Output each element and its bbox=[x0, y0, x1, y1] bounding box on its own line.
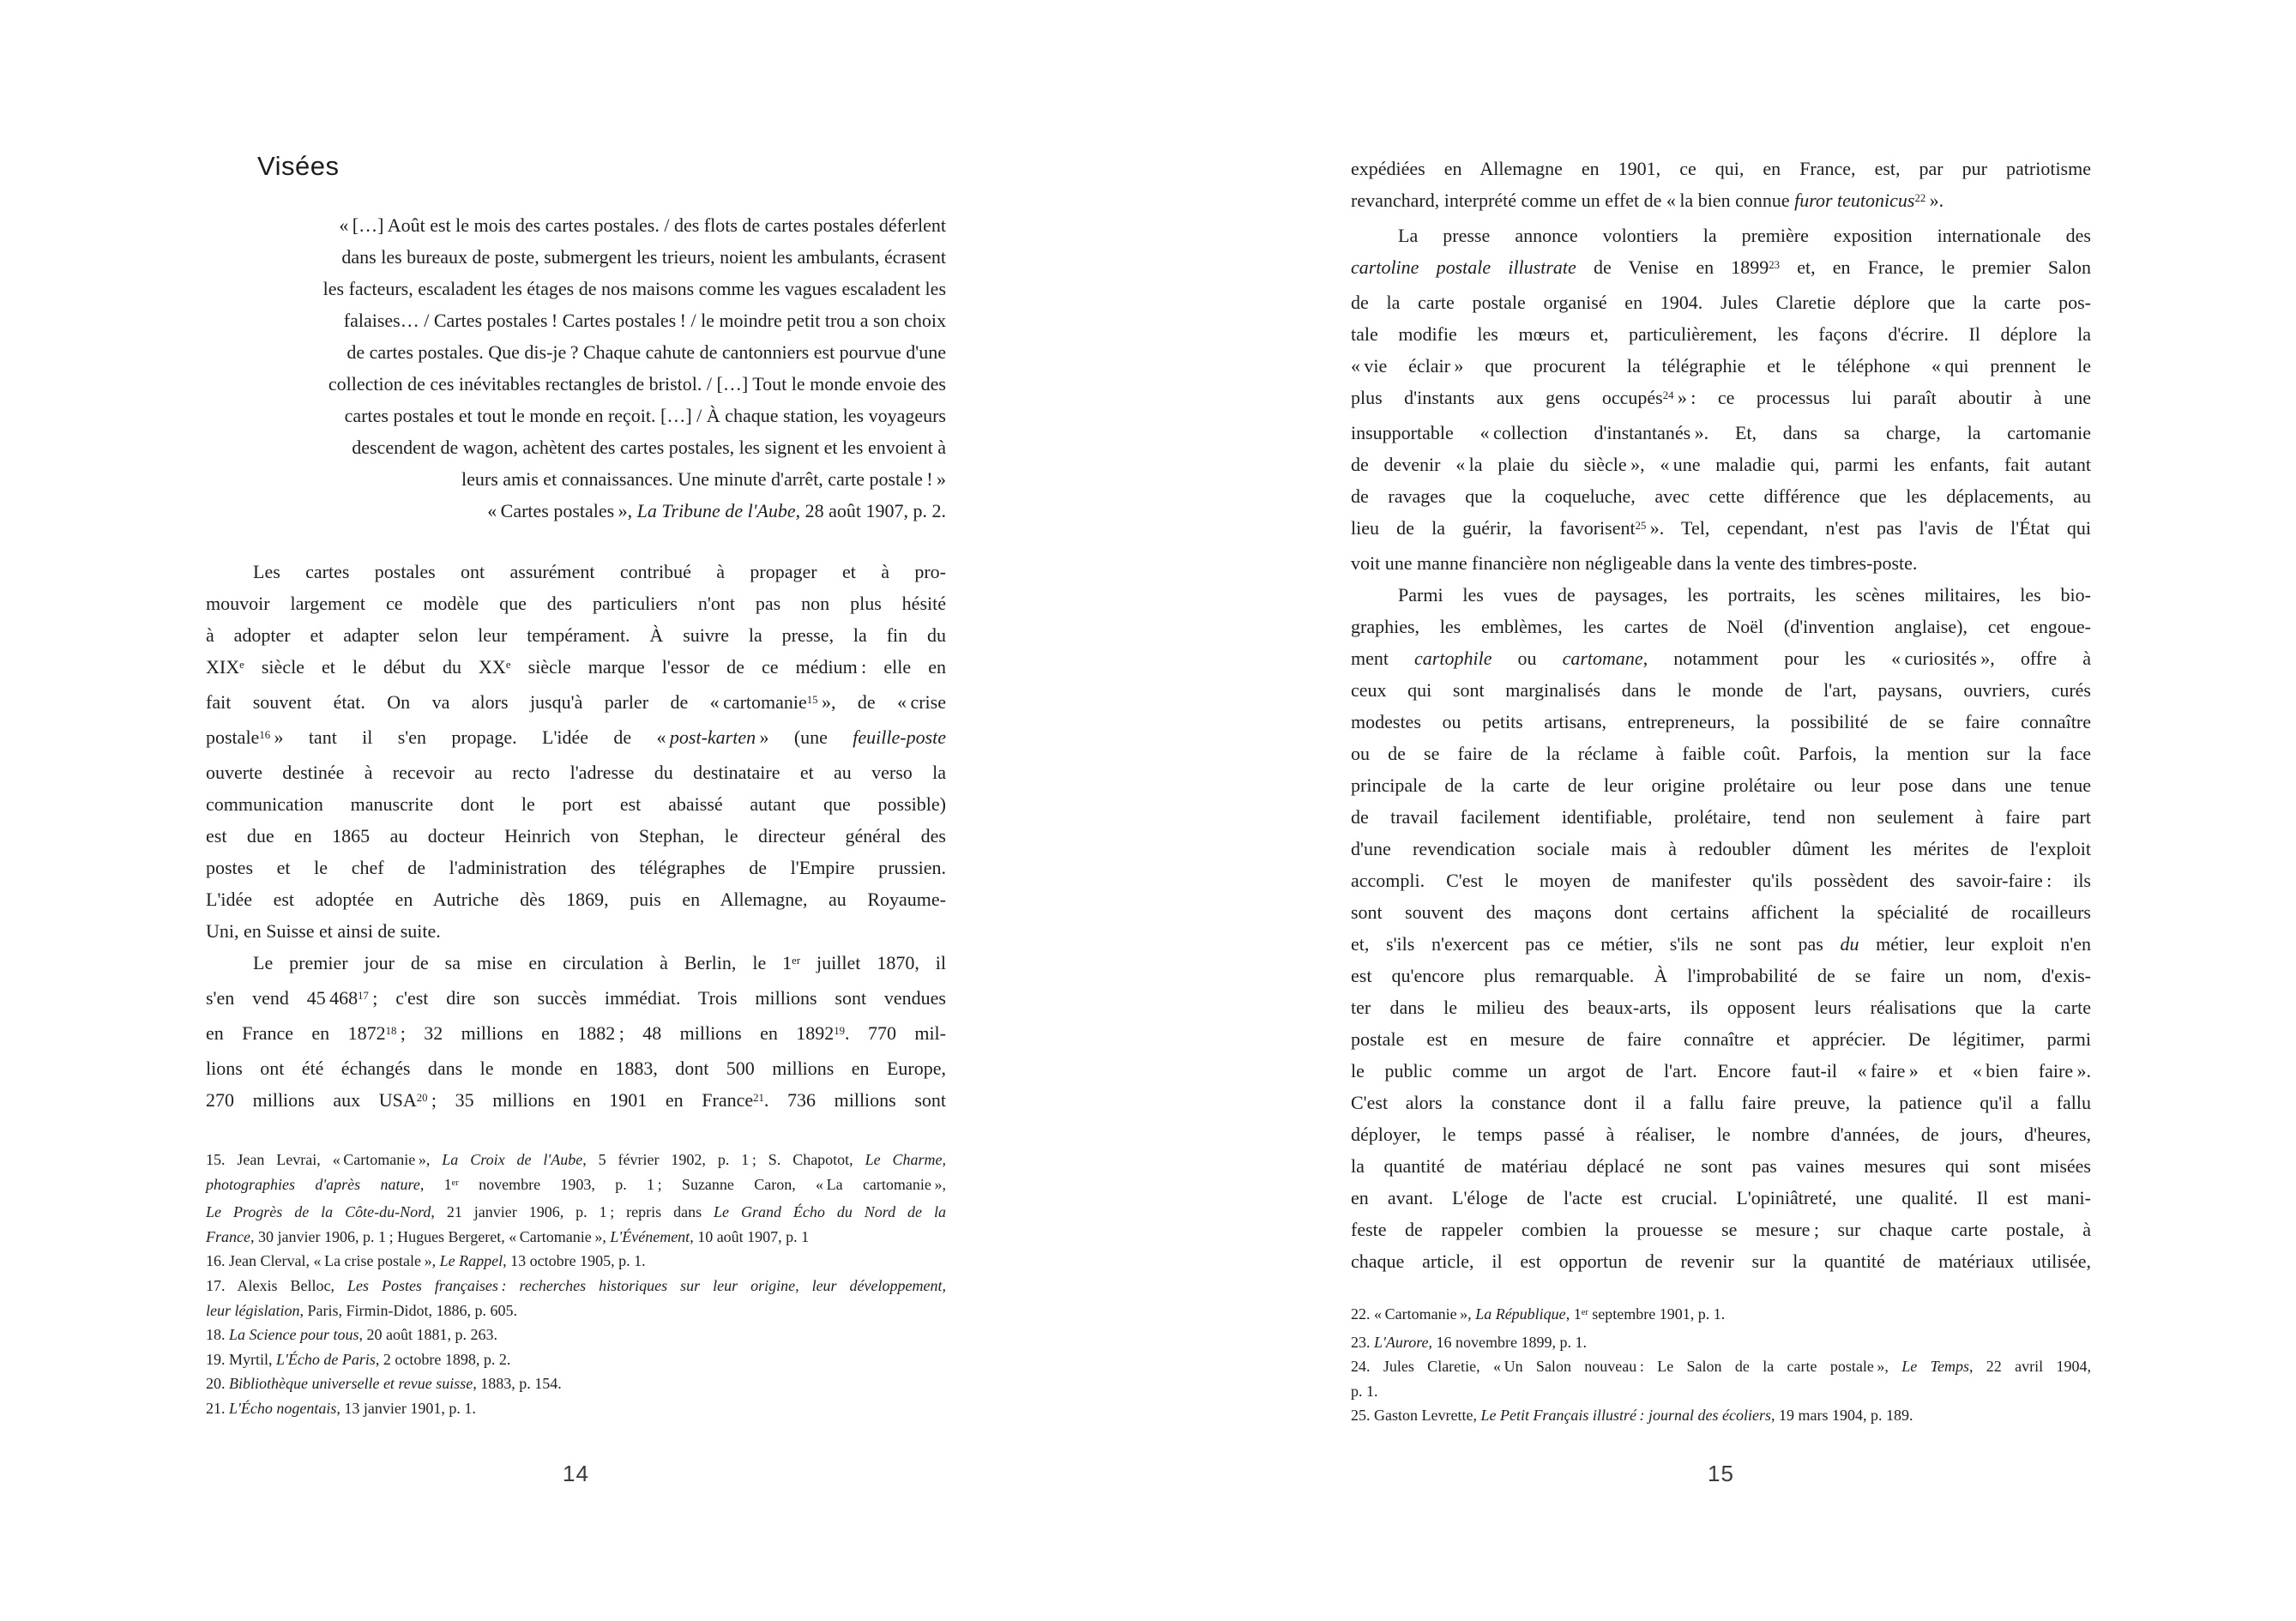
text-line: d'une revendication sociale mais à redoubler dûment les mérites de l'exploit bbox=[1351, 838, 2091, 859]
text-line: à adopter et adapter selon leur tempérament. À suivre la presse, la fin du bbox=[206, 624, 946, 646]
page-number-left: 14 bbox=[563, 1461, 589, 1486]
text-line: tale modifie les mœurs et, particulièrement, les façons d'écrire. Il déplore la bbox=[1351, 323, 2091, 345]
text-line: leur législation, Paris, Firmin-Didot, 1886, p. 605. bbox=[206, 1301, 518, 1319]
text-line: lions ont été échangés dans le monde en 1883, dont 500 millions en Europe, bbox=[206, 1058, 946, 1079]
text-line: en France en 1872$^{18}$ ; 32 millions en 1882 ; 48 millions en 1892$^{19}$. 770 mil- bbox=[206, 1022, 946, 1044]
text-line: 20. Bibliothèque universelle et revue suisse, 1883, p. 154. bbox=[206, 1375, 562, 1393]
text-line: 23. L'Aurore, 16 novembre 1899, p. 1. bbox=[1351, 1333, 1588, 1351]
text-line: et, s'ils n'exercent pas ce métier, s'ils ne sont pas du métier, leur exploit n'en bbox=[1351, 933, 2091, 955]
text-line: mouvoir largement ce modèle que des particuliers n'ont pas non plus hésité bbox=[206, 593, 946, 614]
text-line: principale de la carte de leur origine prolétaire ou leur pose dans une tenue bbox=[1351, 774, 2091, 796]
text-line: falaises… / Cartes postales ! Cartes postales ! / le moindre petit trou a son choix bbox=[343, 310, 946, 331]
text-line: C'est alors la constance dont il a fallu faire preuve, la patience qu'il a fallu bbox=[1351, 1092, 2091, 1113]
text-line: de ravages que la coqueluche, avec cette différence que les déplacements, au bbox=[1351, 485, 2091, 507]
text-line: 24. Jules Claretie, « Un Salon nouveau : Le Salon de la carte postale », Le Temps, 22 avril 1904, bbox=[1351, 1358, 2091, 1376]
text-line: 270 millions aux USA$^{20}$ ; 35 millions en 1901 en France$^{21}$. 736 millions sont bbox=[206, 1089, 947, 1111]
text-line: Parmi les vues de paysages, les portraits, les scènes militaires, les bio- bbox=[1398, 584, 2091, 606]
body-text-left bbox=[206, 556, 946, 1119]
text-line: chaque article, il est opportun de revenir sur la quantité de matériaux utilisée, bbox=[1351, 1250, 2091, 1272]
chapter-title: Visées bbox=[257, 151, 340, 181]
text-line: graphies, les emblèmes, les cartes de Noël (d'invention anglaise), cet engoue- bbox=[1351, 616, 2091, 637]
text-line: 16. Jean Clerval, « La crise postale », Le Rappel, 13 octobre 1905, p. 1. bbox=[206, 1252, 646, 1270]
text-line: 22. « Cartomanie », La République, 1er septembre 1901, p. 1. bbox=[1351, 1305, 1726, 1323]
text-line: L'idée est adoptée en Autriche dès 1869, puis en Allemagne, au Royaume- bbox=[206, 889, 946, 910]
page-right bbox=[1351, 0, 2091, 1621]
page-left bbox=[206, 0, 946, 1621]
text-line: leurs amis et connaissances. Une minute d'arrêt, carte postale ! » bbox=[461, 468, 946, 490]
text-line: est due en 1865 au docteur Heinrich von Stephan, le directeur général des bbox=[206, 825, 946, 847]
text-line: Le premier jour de sa mise en circulation à Berlin, le 1er juillet 1870, il bbox=[253, 952, 946, 973]
text-line: Le Progrès de la Côte-du-Nord, 21 janvier 1906, p. 1 ; repris dans Le Grand Écho du Nord de la bbox=[206, 1203, 946, 1221]
text-line: 15. Jean Levrai, « Cartomanie », La Croix de l'Aube, 5 février 1902, p. 1 ; S. Chapotot, Le Charme, bbox=[206, 1151, 947, 1168]
text-line: de cartes postales. Que dis-je ? Chaque cahute de cantonniers est pourvue d'une bbox=[347, 341, 946, 363]
text-line: « vie éclair » que procurent la télégraphie et le téléphone « qui prennent le bbox=[1351, 355, 2091, 377]
text-line: postale est en mesure de faire connaître et apprécier. De légitimer, parmi bbox=[1351, 1028, 2091, 1050]
text-line: 17. Alexis Belloc, Les Postes françaises : recherches historiques sur leur origine, leur développement, bbox=[206, 1276, 946, 1294]
text-line: déployer, le temps passé à réaliser, le nombre d'années, de jours, d'heures, bbox=[1351, 1124, 2091, 1145]
text-line: voit une manne financière non négligeable dans la vente des timbres-poste. bbox=[1351, 552, 1918, 574]
body-text-right bbox=[1351, 153, 2091, 1277]
text-line: descendent de wagon, achètent des cartes postales, les signent et les envoient à bbox=[352, 437, 946, 458]
text-line: ment cartophile ou cartomane, notamment pour les « curiosités », offre à bbox=[1351, 648, 2091, 669]
text-line: cartes postales et tout le monde en reçoit. […] / À chaque station, les voyageurs bbox=[344, 405, 946, 426]
text-line: p. 1. bbox=[1351, 1382, 1378, 1400]
text-line: les facteurs, escaladent les étages de nos maisons comme les vagues escaladent les bbox=[322, 278, 946, 299]
text-line: de travail facilement identifiable, prolétaire, tend non seulement à faire part bbox=[1351, 806, 2091, 828]
page-number-right: 15 bbox=[1708, 1461, 1734, 1486]
text-line: expédiées en Allemagne en 1901, ce qui, en France, est, par pur patriotisme bbox=[1351, 158, 2091, 179]
text-line: 19. Myrtil, L'Écho de Paris, 2 octobre 1898, p. 2. bbox=[206, 1350, 511, 1368]
text-line: 25. Gaston Levrette, Le Petit Français illustré : journal des écoliers, 19 mars 1904, p. 189. bbox=[1351, 1407, 1913, 1425]
text-line: accompli. C'est le moyen de manifester qu'ils possèdent des savoir-faire : ils bbox=[1351, 870, 2091, 891]
text-line: photographies d'après nature, 1er novembre 1903, p. 1 ; Suzanne Caron, « La cartomanie », bbox=[206, 1175, 947, 1193]
text-line: s'en vend 45 $468^{17}$ ; c'est dire son succès immédiat. Trois millions sont vendues bbox=[206, 987, 946, 1009]
text-line: plus d'instants aux gens occupés$^{24}$ » : ce processus lui paraît aboutir à une bbox=[1351, 387, 2092, 408]
text-line: feste de rappeler combien la prouesse se mesure ; sur chaque carte postale, à bbox=[1351, 1219, 2091, 1240]
text-line: 18. La Science pour tous, 20 août 1881, p. 263. bbox=[206, 1326, 497, 1344]
footnotes-right bbox=[1351, 1302, 2091, 1428]
text-line: Uni, en Suisse et ainsi de suite. bbox=[206, 920, 441, 942]
text-line: en avant. L'éloge de l'acte est crucial. L'opiniâtreté, une qualité. Il est mani- bbox=[1351, 1187, 2091, 1208]
text-line: de la carte postale organisé en 1904. Jules Claretie déplore que la carte pos- bbox=[1351, 292, 2091, 313]
text-line: postale$^{16}$ » tant il s'en propage. L'idée de « post-karten » (une feuille-poste bbox=[206, 726, 947, 748]
text-line: « Cartes postales », La Tribune de l'Aube, 28 août 1907, p. 2. bbox=[487, 500, 946, 521]
text-line: modestes ou petits artisans, entrepreneurs, la possibilité de se faire connaître bbox=[1351, 711, 2091, 732]
text-line: La presse annonce volontiers la première exposition internationale des bbox=[1398, 225, 2091, 246]
text-line: « […] Août est le mois des cartes postales. / des flots de cartes postales déferlent bbox=[339, 214, 946, 236]
text-line: ouverte destinée à recevoir au recto l'adresse du destinataire et au verso la bbox=[206, 762, 946, 783]
text-line: dans les bureaux de poste, submergent les trieurs, noient les ambulants, écrasent bbox=[341, 246, 946, 268]
text-line: France, 30 janvier 1906, p. 1 ; Hugues Bergeret, « Cartomanie », L'Événement, 10 août 1907, p. 1 bbox=[206, 1227, 810, 1245]
text-line: insupportable « collection d'instantanés ». Et, dans sa charge, la cartomanie bbox=[1351, 422, 2091, 443]
text-line: 21. L'Écho nogentais, 13 janvier 1901, p. 1. bbox=[206, 1399, 476, 1417]
text-line: postes et le chef de l'administration des télégraphes de l'Empire prussien. bbox=[206, 857, 946, 878]
text-line: de devenir « la plaie du siècle », « une maladie qui, parmi les enfants, fait autant bbox=[1351, 454, 2091, 475]
text-line: cartoline postale illustrate de Venise en 1899$^{23}$ et, en France, le premier Salon bbox=[1351, 256, 2091, 278]
text-line: collection de ces inévitables rectangles de bristol. / […] Tout le monde envoie des bbox=[328, 373, 946, 395]
text-line: XIXe siècle et le début du XXe siècle marque l'essor de ce médium : elle en bbox=[206, 656, 946, 678]
text-line: le public comme un argot de l'art. Encore faut-il « faire » et « bien faire ». bbox=[1351, 1060, 2091, 1082]
text-line: ter dans le milieu des beaux-arts, ils opposent leurs réalisations que la carte bbox=[1351, 997, 2091, 1018]
text-line: lieu de la guérir, la favorisent$^{25}$ ». Tel, cependant, n'est pas l'avis de l'État qui bbox=[1351, 517, 2091, 539]
text-line: revanchard, interprété comme un effet de « la bien connue furor teutonicus$^{22}$ ». bbox=[1351, 190, 1944, 211]
text-line: est qu'encore plus remarquable. À l'improbabilité de se faire un nom, d'exis- bbox=[1351, 965, 2091, 986]
text-line: la quantité de matériau déplacé ne sont pas vaines mesures qui sont misées bbox=[1351, 1155, 2091, 1177]
text-line: ceux qui sont marginalisés dans le monde de l'art, paysans, ouvriers, curés bbox=[1351, 679, 2091, 701]
footnotes-left bbox=[206, 1148, 946, 1421]
epigraph bbox=[206, 209, 946, 527]
text-line: fait souvent état. On va alors jusqu'à parler de « cartomanie$^{15}$ », de « crise bbox=[206, 691, 946, 713]
text-line: Les cartes postales ont assurément contribué à propager et à pro- bbox=[253, 561, 946, 582]
text-line: sont souvent des maçons dont certains affichent la spécialité de rocailleurs bbox=[1351, 901, 2091, 923]
text-line: communication manuscrite dont le port est abaissé autant que possible) bbox=[206, 793, 946, 815]
text-line: ou de se faire de la réclame à faible coût. Parfois, la mention sur la face bbox=[1351, 743, 2091, 764]
